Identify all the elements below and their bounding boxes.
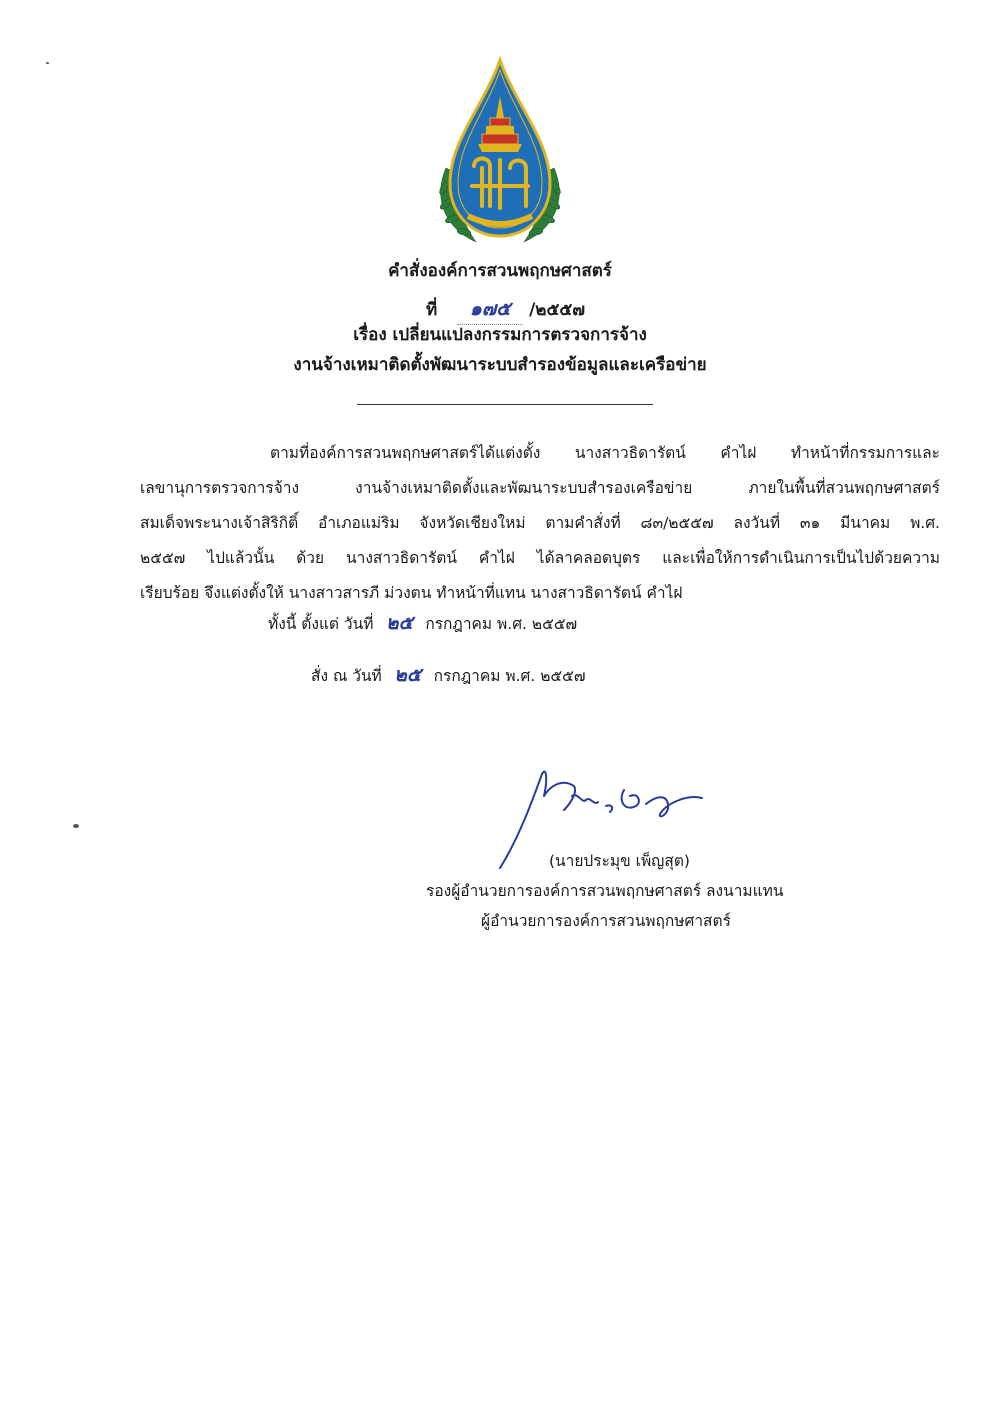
body-line: ตามที่องค์การสวนพฤกษศาสตร์ได้แต่งตั้ง นางสาวธิดารัตน์ คำไฝ ทำหน้าที่กรรมการและ [270,444,940,462]
signatory-position-line1: รองผู้อำนวยการองค์การสวนพฤกษศาสตร์ ลงนามแทน [426,882,784,900]
body-line: เลขานุการตรวจการจ้าง งานจ้างเหมาติดตั้งและพัฒนาระบบสำรองเครือข่าย ภายในพื้นที่สวนพฤกษศาสตร์ [140,479,940,497]
order-number-handwritten: ๑๗๕ [457,294,523,325]
order-number-line [426,294,585,325]
botanical-garden-organization-seal-icon [424,56,576,252]
ordered-date-suffix: กรกฎาคม พ.ศ. ๒๕๕๗ [433,667,586,685]
effective-day-handwritten: ๒๕ [385,612,413,634]
order-number-label: ที่ [426,300,438,320]
body-line: ๒๕๕๗ ไปแล้วนั้น ด้วย นางสาวธิดารัตน์ คำไฝ ได้ลาคลอดบุตร และเพื่อให้การดำเนินการเป็นไปด้วยความ [140,549,940,567]
body-line: เรียบร้อย จึงแต่งตั้งให้ นางสาวสารภี ม่วงตน ทำหน้าที่แทน นางสาวธิดารัตน์ คำไฝ [140,584,683,602]
order-year: /๒๕๕๗ [529,300,585,320]
organization-seal [424,56,576,252]
signatory-position-line2: ผู้อำนวยการองค์การสวนพฤกษศาสตร์ [481,912,731,930]
order-project: งานจ้างเหมาติดตั้งพัฒนาระบบสำรองข้อมูลและเครือข่าย [293,355,707,375]
effective-date-line [268,608,577,638]
ordered-day-handwritten: ๒๕ [394,664,422,686]
order-title: คำสั่งองค์การสวนพฤกษศาสตร์ [388,261,612,281]
header-divider [357,404,653,405]
body-paragraph [140,436,940,611]
scan-speck [73,824,79,828]
body-line: สมเด็จพระนางเจ้าสิริกิติ์ อำเภอแม่ริม จังหวัดเชียงใหม่ ตามคำสั่งที่ ๘๓/๒๕๕๗ ลงวันที่ ๓๑ มีนาคม พ.ศ. [140,514,940,532]
effective-date-prefix: ทั้งนี้ ตั้งแต่ วันที่ [268,615,374,633]
order-subject: เรื่อง เปลี่ยนแปลงกรรมการตรวจการจ้าง [353,325,647,345]
scan-speck [46,62,49,64]
ordered-date-line [311,660,586,690]
signatory-name: (นายประมุข เพ็ญสุต) [549,852,690,870]
effective-date-suffix: กรกฎาคม พ.ศ. ๒๕๕๗ [425,615,578,633]
ordered-date-prefix: สั่ง ณ วันที่ [311,667,382,685]
